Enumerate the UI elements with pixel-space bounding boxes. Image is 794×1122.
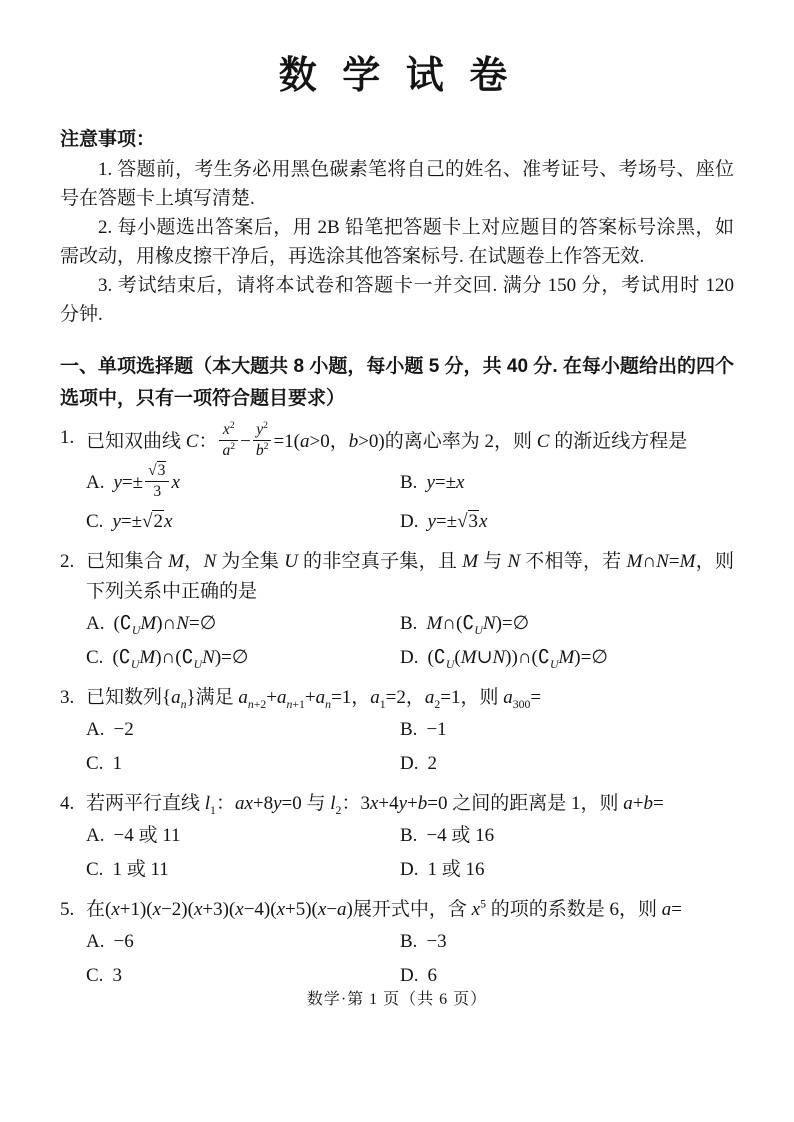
option-label: C. [86, 752, 104, 774]
option-label: B. [400, 472, 418, 494]
option-text: −3 [426, 930, 447, 952]
question-number: 2. [60, 550, 75, 572]
answer-option [86, 609, 400, 639]
option-label: B. [400, 824, 418, 846]
section-heading: 一、单项选择题（本大题共 8 小题，每小题 5 分，共 40 分. 在每小题给出的四个选项中，只有一项符合题目要求） [60, 356, 734, 409]
answer-option [86, 821, 400, 851]
question-number: 3. [60, 686, 75, 708]
question-number: 5. [60, 898, 75, 920]
question [60, 789, 734, 887]
question-stem [60, 895, 734, 925]
page-footer: 数学·第 1 页（共 6 页） [306, 991, 488, 1008]
option-label: A. [86, 472, 105, 494]
question [60, 420, 734, 539]
option-text: $(∁_UM)\cap(∁_UN)=\emptyset$ [112, 646, 249, 671]
option-text: 3 [112, 964, 122, 986]
question-stem [60, 789, 734, 819]
answer-option [400, 749, 734, 779]
question-options [86, 462, 734, 539]
question-text: 若两平行直线 $l_1$：ax+8y=0 与 $l_2$：3x+4y+b=0 之间的距离是 1，则 a+b= [86, 792, 664, 817]
question-number: 4. [60, 792, 75, 814]
option-text: 1 或 11 [112, 858, 169, 880]
option-label: D. [400, 858, 419, 880]
answer-option [400, 609, 734, 639]
question-text: 已知集合 M，N 为全集 U 的非空真子集，且 M 与 N 不相等，若 M∩N=M，则下列关系中正确的是 [86, 550, 734, 602]
option-text: −2 [113, 718, 134, 740]
notice-item: 1. 答题前，考生务必用黑色碳素笔将自己的姓名、准考证号、考场号、座位号在答题卡上填写清楚. [60, 159, 734, 209]
page-title: 数 学 试 卷 [278, 55, 516, 97]
question-text: 在(x+1)(x−2)(x+3)(x−4)(x+5)(x−a)展开式中，含 $x^5$ 的项的系数是 6，则 a= [86, 897, 682, 920]
option-text: $M\cap(∁_UN)=\emptyset$ [426, 612, 530, 637]
question-options [86, 607, 734, 675]
answer-option [400, 927, 734, 957]
option-label: D. [400, 752, 419, 774]
option-text: y=± $\frac{√3}{3}$ x [113, 462, 180, 501]
answer-option [400, 821, 734, 851]
option-text: y=±√3x [427, 510, 488, 532]
question-list [60, 420, 734, 993]
question [60, 895, 734, 993]
question [60, 683, 734, 781]
option-label: D. [400, 510, 419, 532]
question-stem [60, 683, 734, 713]
notice-item: 3. 考试结束后，请将本试卷和答题卡一并交回. 满分 150 分，考试用时 120 分钟. [60, 275, 734, 325]
answer-option [400, 507, 734, 537]
question-options [86, 819, 734, 887]
question-options [86, 713, 734, 781]
option-text: 2 [427, 752, 437, 774]
notice-item: 2. 每小题选出答案后，用 2B 铅笔把答题卡上对应题目的答案标号涂黑，如需改动，用橡皮擦干净后，再选涂其他答案标号. 在试题卷上作答无效. [60, 217, 734, 267]
answer-option [86, 715, 400, 745]
answer-option [86, 507, 400, 537]
option-label: C. [86, 646, 104, 668]
option-label: A. [86, 824, 105, 846]
option-text: y=±√2x [112, 510, 173, 532]
answer-option [86, 749, 400, 779]
option-label: A. [86, 718, 105, 740]
question-text: 已知双曲线 C： $\frac{x^2}{a^2}$ − $\frac{y^2}{b^2}$ =1(a>0，b>0)的离心率为 2，则 C 的渐近线方程是 [86, 420, 688, 460]
option-label: B. [400, 930, 418, 952]
option-label: B. [400, 612, 418, 634]
notice-items [60, 155, 734, 329]
option-text: y=±x [426, 472, 465, 494]
option-text: −4 或 16 [426, 824, 495, 846]
option-text: 6 [427, 964, 437, 986]
question-stem [60, 547, 734, 607]
question [60, 547, 734, 675]
option-text: 1 或 16 [427, 858, 485, 880]
question-stem [60, 420, 734, 462]
option-label: C. [86, 858, 104, 880]
option-text: −4 或 11 [113, 824, 181, 846]
option-label: D. [400, 964, 419, 986]
option-label: B. [400, 718, 418, 740]
answer-option [400, 464, 734, 503]
answer-option [86, 464, 400, 503]
notice-heading: 注意事项： [60, 129, 156, 150]
option-label: A. [86, 612, 105, 634]
option-label: C. [86, 964, 104, 986]
option-text: −1 [426, 718, 447, 740]
answer-option [86, 643, 400, 673]
option-text: $(∁_U(M\cup N))\cap(∁_UM)=\emptyset$ [427, 646, 608, 671]
option-text: 1 [112, 752, 122, 774]
option-label: A. [86, 930, 105, 952]
question-text: 已知数列$\{a_n\}$满足 $a_{n+2}+a_{n+1}+a_n=1$，$a_1=2$，$a_2=1$，则 $a_{300}=$ [86, 686, 542, 711]
option-label: C. [86, 510, 104, 532]
notice-section [60, 125, 734, 329]
answer-option [86, 855, 400, 885]
question-number: 1. [60, 427, 75, 448]
answer-option [400, 643, 734, 673]
answer-option [86, 927, 400, 957]
question-options [86, 925, 734, 993]
answer-option [400, 715, 734, 745]
option-text: $(∁_UM)\cap N=\emptyset$ [113, 612, 217, 637]
option-text: −6 [113, 930, 134, 952]
option-label: D. [400, 646, 419, 668]
answer-option [400, 855, 734, 885]
